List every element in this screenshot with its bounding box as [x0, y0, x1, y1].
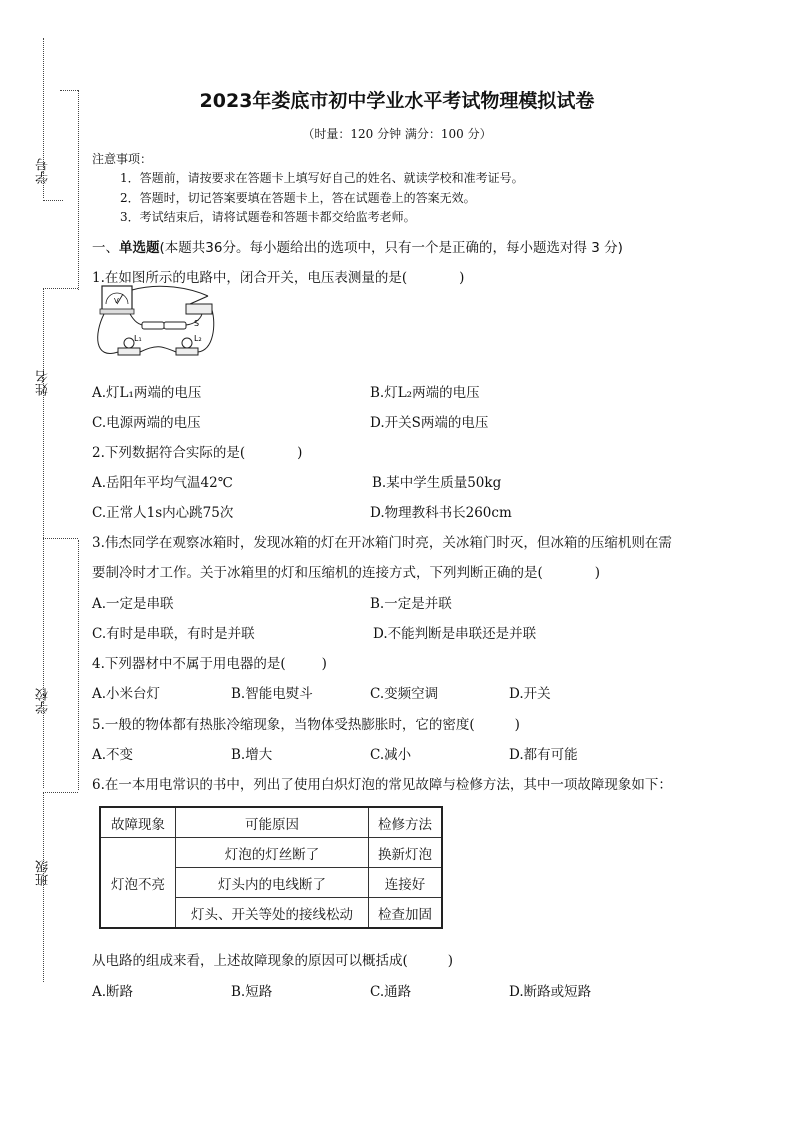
close-paren: )	[594, 565, 601, 581]
cause-cell: 灯头内的电线断了	[176, 868, 369, 898]
notice-item: 3．考试结束后，请将试题卷和答题卡都交给监考老师。	[120, 210, 416, 224]
voltmeter-base	[100, 309, 134, 314]
section-heading	[92, 236, 623, 256]
option[interactable]: C.电源两端的电压	[92, 415, 201, 431]
option[interactable]: D.断路或短路	[509, 984, 592, 1000]
dotted-line	[43, 792, 78, 793]
table-header: 故障现象	[100, 807, 176, 838]
option[interactable]: C.有时是串联，有时是并联	[92, 626, 255, 642]
question-stem	[92, 713, 520, 733]
option[interactable]: D.都有可能	[509, 747, 578, 763]
option[interactable]: A.小米台灯	[92, 686, 161, 702]
question-stem	[92, 441, 302, 461]
option[interactable]: A.断路	[92, 984, 134, 1000]
close-paren: )	[459, 270, 465, 286]
option[interactable]: C.变频空调	[370, 686, 439, 702]
question-stem-cont	[92, 561, 600, 581]
close-paren: )	[321, 656, 327, 672]
dotted-line	[78, 540, 79, 790]
option[interactable]: D.不能判断是串联还是并联	[373, 626, 537, 642]
switch-base	[186, 304, 212, 314]
option[interactable]: B.一定是并联	[370, 596, 452, 612]
stem-text: 要制冷时才工作。关于冰箱里的灯和压缩机的连接方式，下列判断正确的是(	[92, 565, 543, 581]
section-name: 单选题	[119, 240, 160, 256]
table-row	[100, 838, 442, 868]
question-stem	[92, 652, 327, 672]
question-stem: 6.在一本用电常识的书中，列出了使用白炽灯泡的常见故障与检修方法，其中一项故障现象如下：	[92, 777, 672, 793]
lamp-holder	[118, 348, 140, 355]
stem-text: 从电路的组成来看，上述故障现象的原因可以概括成(	[92, 953, 408, 969]
switch-lever	[190, 296, 208, 304]
fix-cell: 检查加固	[369, 898, 443, 929]
table-header: 检修方法	[369, 807, 443, 838]
option[interactable]: D.开关S两端的电压	[370, 415, 489, 431]
stem-text: 5.一般的物体都有热胀冷缩现象，当物体受热膨胀时，它的密度(	[92, 717, 475, 733]
close-paren: )	[447, 953, 454, 969]
dotted-line	[43, 538, 78, 539]
notice-item: 2．答题时，切记答案要填在答题卡上，答在试题卷上的答案无效。	[120, 191, 476, 205]
option[interactable]: A.一定是串联	[92, 596, 174, 612]
lamp2-symbol: L₂	[194, 334, 202, 343]
cause-cell: 灯泡的灯丝断了	[176, 838, 369, 868]
option[interactable]: A.不变	[92, 747, 134, 763]
student-id-label: 学号	[36, 158, 51, 184]
exam-title: 2023年娄底市初中学业水平考试物理模拟试卷	[199, 90, 595, 112]
school-label: 学校	[36, 688, 51, 714]
dotted-line	[43, 200, 63, 201]
option[interactable]: C.正常人1s内心跳75次	[92, 505, 234, 521]
option[interactable]: B.某中学生质量50kg	[372, 475, 502, 491]
option[interactable]: B.灯L₂两端的电压	[370, 385, 480, 401]
question-stem: 3.伟杰同学在观察冰箱时，发现冰箱的灯在开冰箱门时亮，关冰箱门时灭，但冰箱的压缩机则在需	[92, 535, 672, 551]
fix-cell: 连接好	[369, 868, 443, 898]
option[interactable]: A.岳阳年平均气温42℃	[92, 475, 233, 491]
dotted-line	[43, 288, 44, 538]
fault-table	[99, 806, 443, 929]
dotted-line	[43, 288, 78, 289]
stem-text: 1.在如图所示的电路中，闭合开关，电压表测量的是(	[92, 270, 408, 286]
option[interactable]: C.减小	[370, 747, 412, 763]
option[interactable]: B.短路	[231, 984, 273, 1000]
lamp1-symbol: L₁	[134, 334, 142, 343]
dotted-line	[43, 538, 44, 788]
battery-cell	[142, 322, 164, 329]
switch-symbol: S	[194, 319, 200, 328]
fix-cell: 换新灯泡	[369, 838, 443, 868]
symptom-cell: 灯泡不亮	[100, 838, 176, 929]
table-header: 可能原因	[176, 807, 369, 838]
notice-item: 1．答题前，请按要求在答题卡上填写好自己的姓名、就读学校和准考证号。	[120, 171, 524, 185]
option[interactable]: D.物理教科书长260cm	[370, 505, 512, 521]
option[interactable]: A.灯L₁两端的电压	[92, 385, 202, 401]
question-stem	[92, 266, 464, 286]
option[interactable]: B.智能电熨斗	[231, 686, 313, 702]
cause-cell: 灯头、开关等处的接线松动	[176, 898, 369, 929]
dotted-line	[78, 90, 79, 290]
stem-text: 4.下列器材中不属于用电器的是(	[92, 656, 286, 672]
exam-subtitle: （时量：120 分钟 满分：100 分）	[302, 127, 492, 141]
option[interactable]: D.开关	[509, 686, 551, 702]
stem-text: 2.下列数据符合实际的是(	[92, 445, 246, 461]
binding-margin	[0, 0, 90, 1000]
option[interactable]: C.通路	[370, 984, 412, 1000]
lamp-holder	[176, 348, 198, 355]
dotted-line	[43, 792, 44, 982]
close-paren: )	[297, 445, 303, 461]
section-desc: (本题共36分。每小题给出的选项中，只有一个是正确的，每小题选对得 3 分)	[159, 240, 623, 256]
circuit-diagram	[90, 284, 220, 368]
close-paren: )	[514, 717, 520, 733]
class-label: 班级	[36, 860, 51, 886]
option[interactable]: B.增大	[231, 747, 273, 763]
question-stem-cont	[92, 949, 453, 969]
table-header-row	[100, 807, 442, 838]
bulb-icon	[124, 338, 134, 348]
name-label: 姓名	[36, 370, 51, 396]
section-prefix: 一、	[92, 240, 119, 256]
volt-symbol: V	[114, 297, 119, 305]
battery-cell	[164, 322, 186, 329]
bulb-icon	[182, 338, 192, 348]
notice-heading: 注意事项：	[92, 152, 153, 166]
